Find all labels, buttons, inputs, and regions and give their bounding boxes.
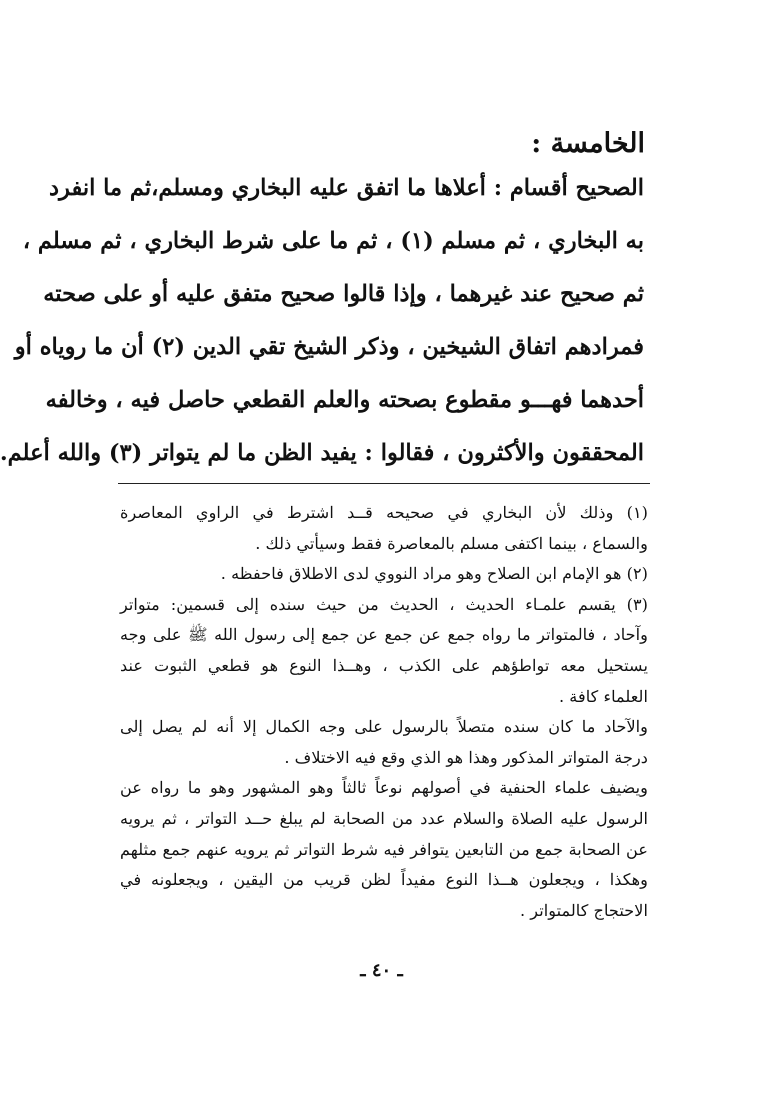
footnote-line: يستحيل معه تواطؤهم على الكذب ، وهــذا النوع هو قطعي الثبوت عند (120, 655, 648, 675)
footnote-line: ويضيف علماء الحنفية في أصولهم نوعاً ثالثاً وهو المشهور وهو ما رواه عن (120, 778, 648, 798)
main-text-line: المحققون والأكثرون ، فقالوا : يفيد الظن ما لم يتواتر (٣) والله أعلم. (0, 440, 644, 466)
main-text-line: به البخاري ، ثم مسلم (١) ، ثم ما على شرط البخاري ، ثم مسلم ، (22, 228, 644, 254)
footnote-line: عن الصحابة جمع من التابعين يتوافر فيه شرط التواتر ثم يرويه عنهم جمع مثلهم (120, 839, 648, 859)
footnote-line: (٣) يقسم علمـاء الحديث ، الحديث من حيث سنده إلى قسمين: متواتر (120, 594, 648, 614)
section-heading: الخامسة : (531, 128, 645, 159)
main-text-line: الصحيح أقسام : أعلاها ما اتفق عليه البخاري ومسلم،ثم ما انفرد (49, 175, 644, 201)
footnote-divider (118, 483, 650, 484)
footnote-line: (٢) هو الإمام ابن الصلاح وهو مراد النووي لدى الاطلاق فاحفظه . (220, 564, 648, 584)
footnote-line: الرسول عليه الصلاة والسلام عدد من الصحابة لم يبلغ حــد التواتر ، ثم يرويه (120, 808, 648, 828)
footnote-line: وآحاد ، فالمتواتر ما رواه جمع عن جمع عن جمع إلى رسول الله ﷺ على وجه (120, 625, 648, 645)
main-text-line: فمرادهم اتفاق الشيخين ، وذكر الشيخ تقي الدين (٢) أن ما روياه أو (14, 334, 644, 360)
footnote-line: العلماء كافة . (559, 686, 648, 706)
page-number: ـ ٤٠ ـ (360, 960, 403, 981)
main-text (0, 162, 644, 480)
footnote-line: والسماع ، بينما اكتفى مسلم بالمعاصرة فقط وسيأتي ذلك . (255, 533, 648, 553)
footnote-line: (١) وذلك لأن البخاري في صحيحه قــد اشترط في الراوي المعاصرة (120, 503, 648, 522)
footnote-line: درجة المتواتر المذكور وهذا هو الذي وقع فيه الاختلاف . (284, 747, 648, 767)
footnote-line: والآحاد ما كان سنده متصلاً بالرسول على وجه الكمال إلا أنه لم يصل إلى (120, 717, 648, 737)
main-text-line: أحدهما فهـــو مقطوع بصحته والعلم القطعي حاصل فيه ، وخالفه (45, 387, 644, 413)
footnote-line: وهكذا ، ويجعلون هــذا النوع مفيداً لظن قريب من اليقين ، ويجعلونه في (120, 870, 648, 890)
footnote-line: الاحتجاج كالمتواتر . (520, 900, 648, 920)
footnotes (120, 498, 648, 926)
main-text-line: ثم صحيح عند غيرهما ، وإذا قالوا صحيح متفق عليه أو على صحته (43, 281, 644, 307)
